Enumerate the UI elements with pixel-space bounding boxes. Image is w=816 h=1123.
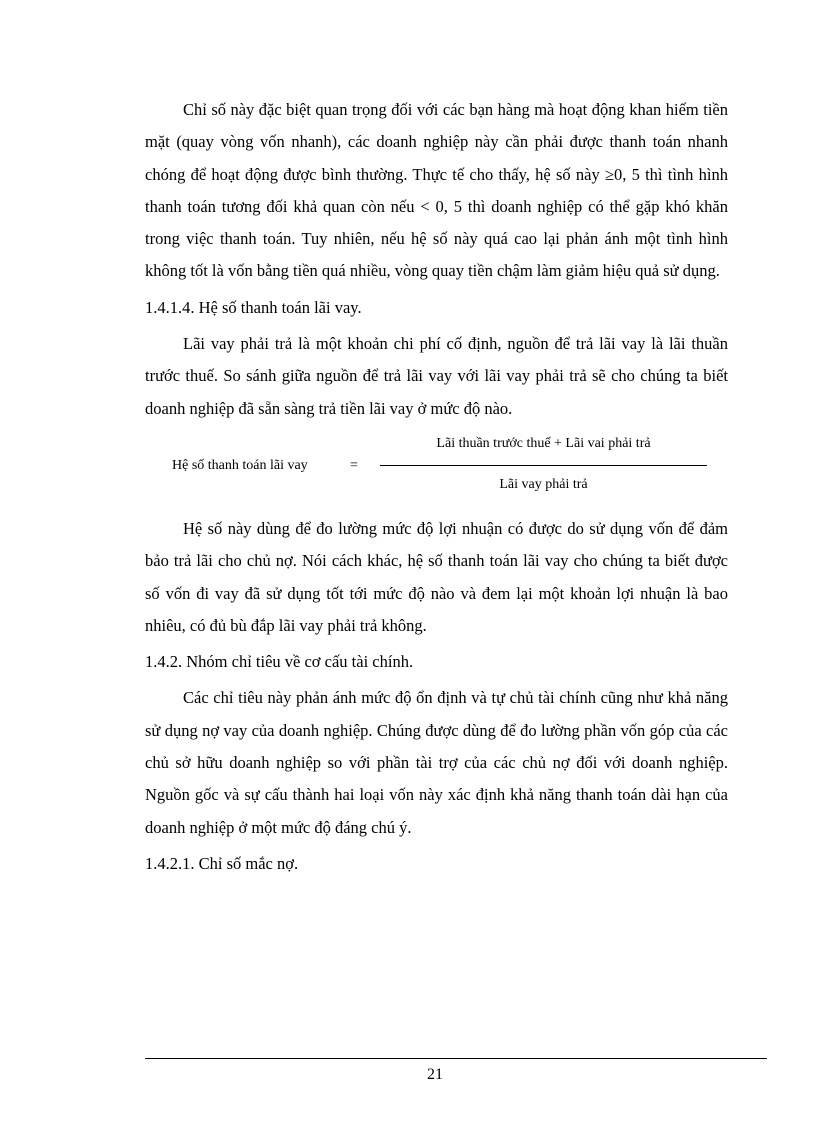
- interest-coverage-formula: [145, 435, 728, 505]
- heading-financial-structure: 1.4.2. Nhóm chỉ tiêu về cơ cấu tài chính.: [145, 652, 414, 672]
- page-number: 21: [427, 1066, 443, 1083]
- paragraph-interest-intro: Lãi vay phải trả là một khoản chi phí cố định, nguồn để trả lãi vay là lãi thuần trước thuế. So sánh giữa nguồn để trả lãi vay với lãi vay phải trả sẽ cho chúng ta biết doanh nghiệp đã sẵn sàng trả tiền lãi vay ở mức độ nào.: [145, 334, 728, 418]
- formula-equals: =: [350, 457, 358, 473]
- fraction-bar: [380, 465, 707, 466]
- formula-label: Hệ số thanh toán lãi vay: [172, 457, 308, 473]
- formula-denominator: Lãi vay phải trả: [499, 476, 588, 492]
- heading-interest-coverage: 1.4.1.4. Hệ số thanh toán lãi vay.: [145, 297, 362, 317]
- paragraph-interest-explanation: Hệ số này dùng để đo lường mức độ lợi nhuận có được do sử dụng vốn để đảm bảo trả lãi cho chủ nợ. Nói cách khác, hệ số thanh toán lãi vay cho chúng ta biết được số vốn đi vay đã sử dụng tốt tới mức độ nào và đem lại một khoản lợi nhuận là bao nhiêu, có đủ bù đắp lãi vay phải trả không.: [145, 518, 728, 635]
- page-content: [145, 94, 728, 880]
- formula-numerator: Lãi thuần trước thuế + Lãi vai phải trả: [436, 435, 651, 451]
- paragraph-financial-structure: Các chỉ tiêu này phản ánh mức độ ổn định và tự chủ tài chính cũng như khả năng sử dụng nợ vay của doanh nghiệp. Chúng được dùng để đo lường phần vốn góp của các chủ sở hữu doanh nghiệp so với phần tài trợ của các chủ nợ đối với doanh nghiệp. Nguồn gốc và sự cấu thành hai loại vốn này xác định khả năng thanh toán dài hạn của doanh nghiệp ở một mức độ đáng chú ý.: [145, 688, 728, 837]
- paragraph-quick-ratio: Chỉ số này đặc biệt quan trọng đối với các bạn hàng mà hoạt động khan hiếm tiền mặt (quay vòng vốn nhanh), các doanh nghiệp này cần phải được thanh toán nhanh chóng để hoạt động được bình thường. Thực tế cho thấy, hệ số này ≥0, 5 thì tình hình thanh toán tương đối khả quan còn nếu < 0, 5 thì doanh nghiệp có thể gặp khó khăn trong việc thanh toán. Tuy nhiên, nếu hệ số này quá cao lại phản ánh một tình hình không tốt là vốn bằng tiền quá nhiều, vòng quay tiền chậm làm giảm hiệu quả sử dụng.: [145, 100, 728, 281]
- footer-divider: [145, 1058, 767, 1059]
- heading-debt-ratio: 1.4.2.1. Chỉ số mắc nợ.: [145, 853, 299, 873]
